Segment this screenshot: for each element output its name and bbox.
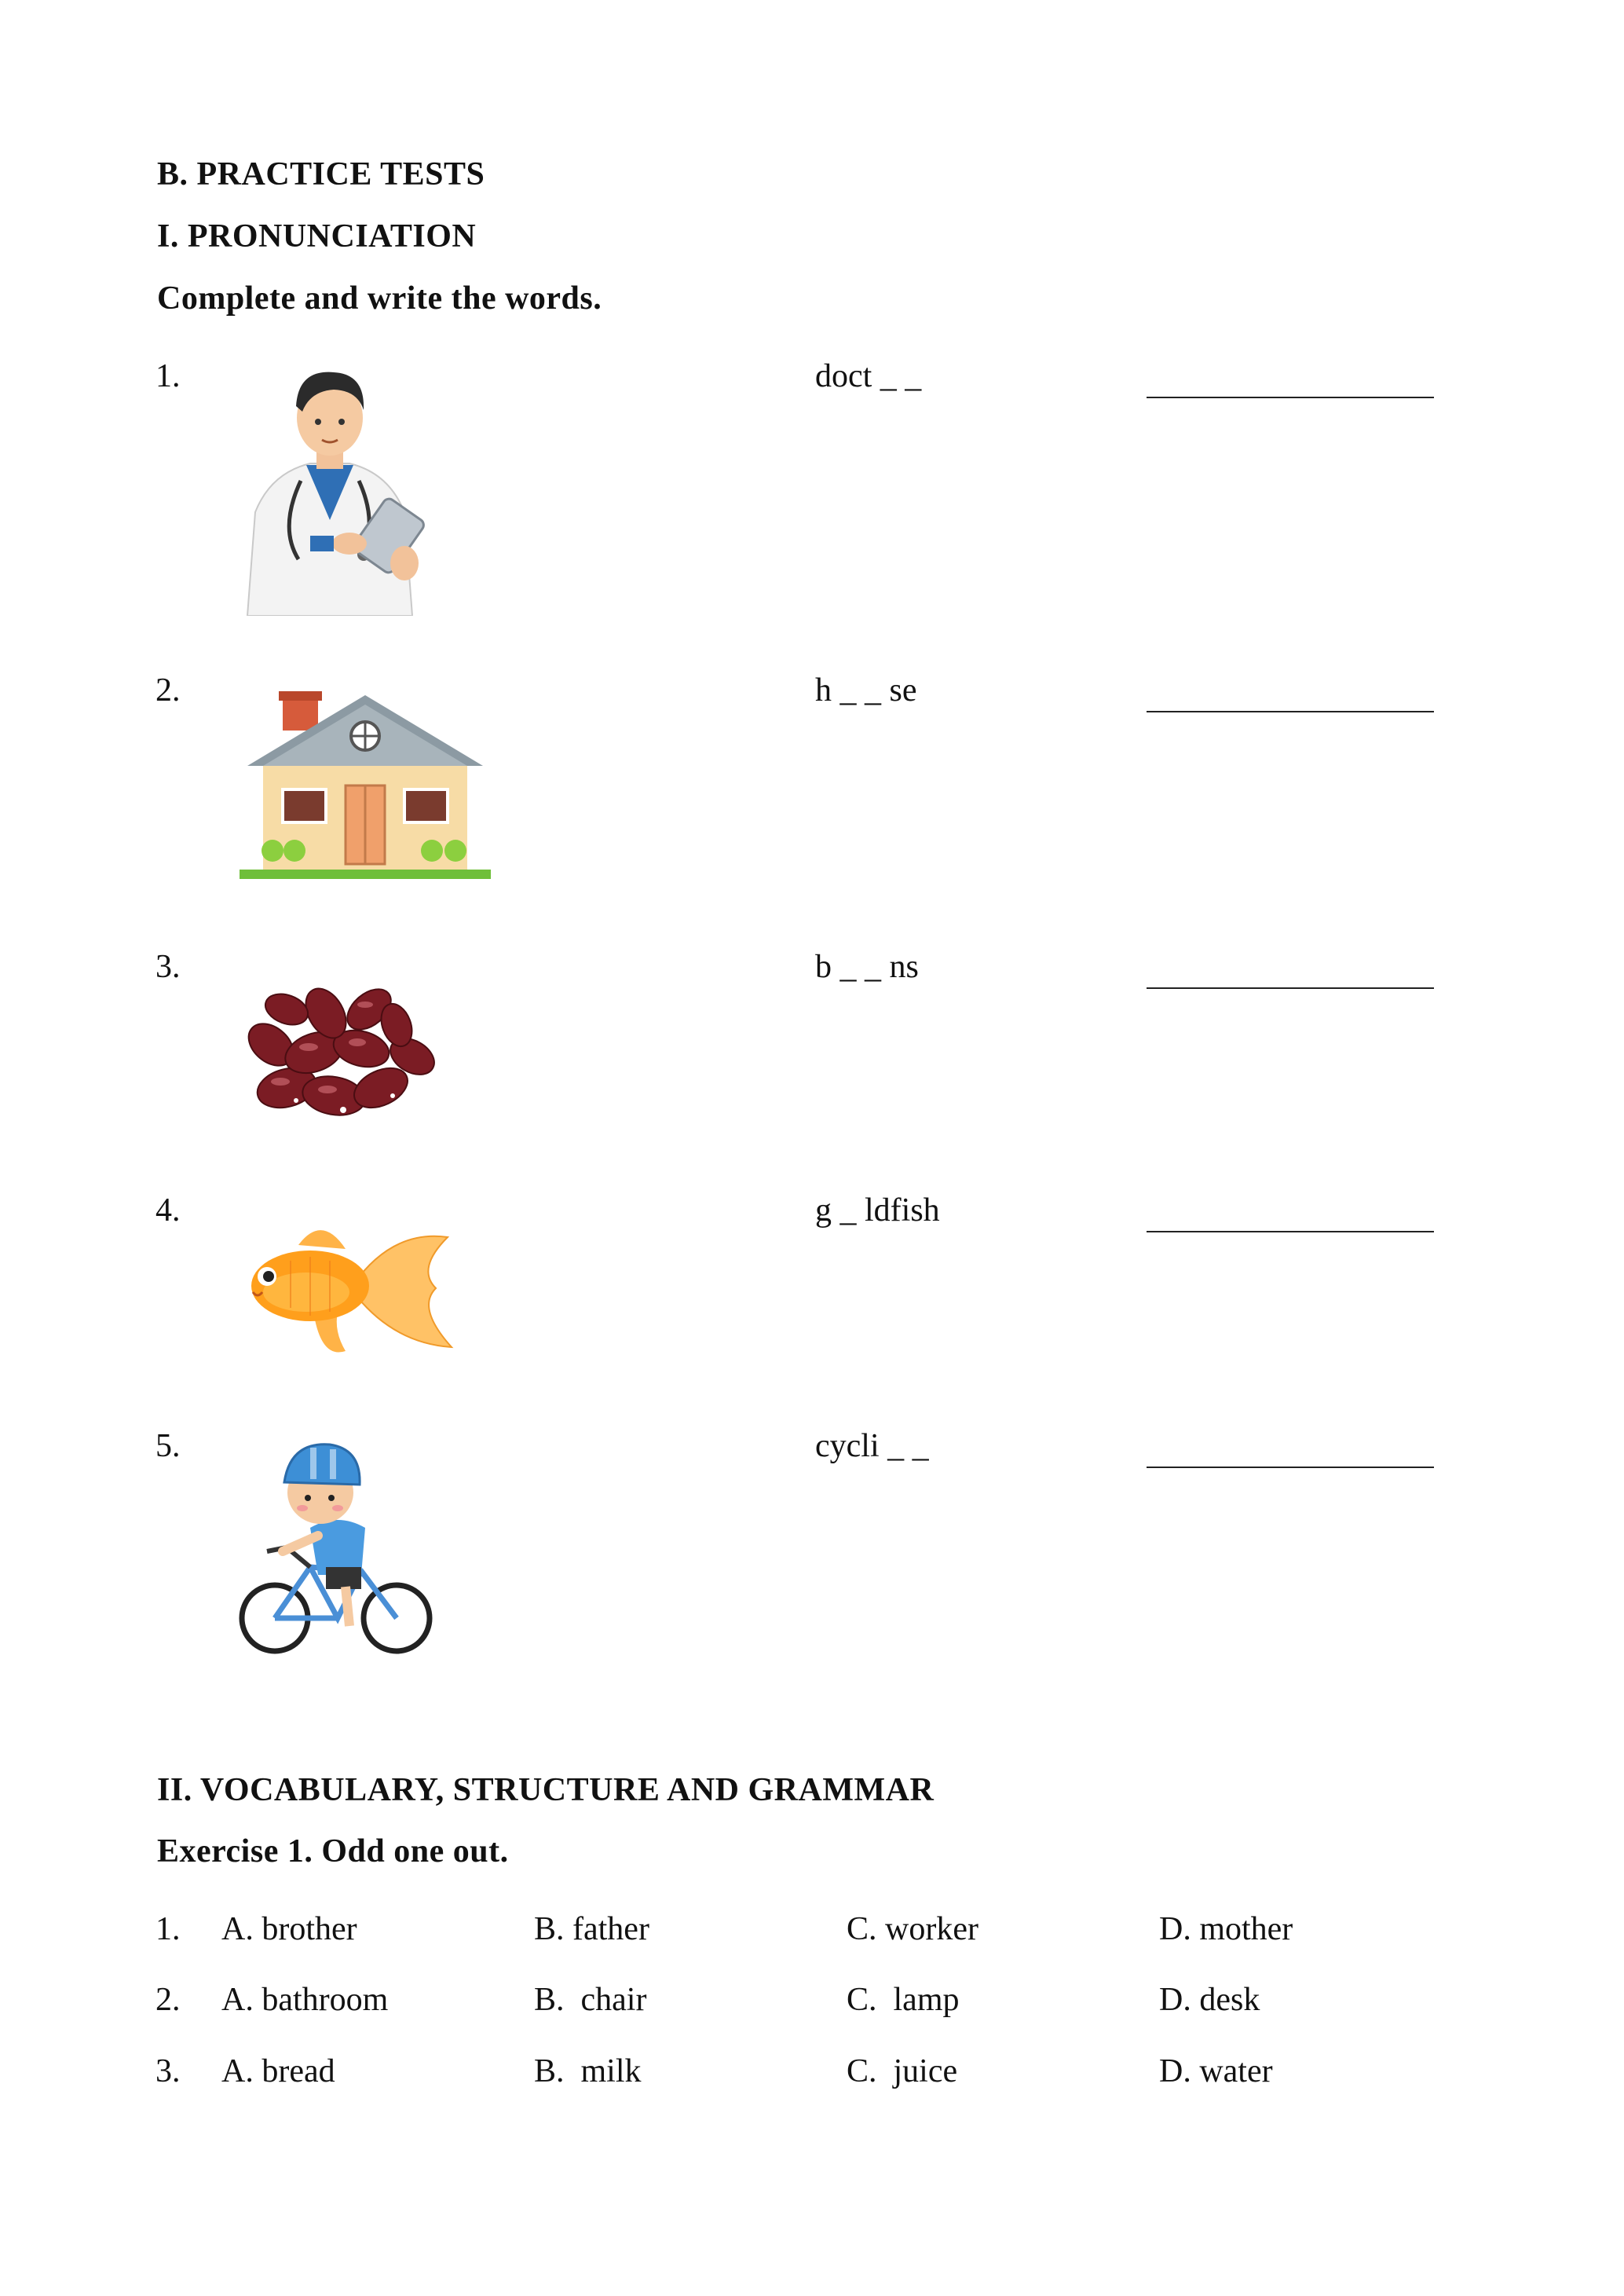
- instruction-text: Complete and write the words.: [157, 280, 602, 317]
- item-number: 1.: [155, 358, 181, 394]
- answer-line[interactable]: [1147, 397, 1434, 398]
- option-a[interactable]: A. bread: [221, 2053, 335, 2089]
- question-row: [155, 1981, 1451, 2028]
- option-b[interactable]: B. milk: [534, 2053, 642, 2089]
- word-prompt: g _ ldfish: [815, 1192, 940, 1229]
- item-number: 3.: [155, 949, 181, 985]
- question-number: 2.: [155, 1982, 181, 2018]
- question-number: 3.: [155, 2053, 181, 2089]
- option-c[interactable]: C. juice: [847, 2053, 958, 2089]
- item-number: 5.: [155, 1428, 181, 1464]
- goldfish-icon: [236, 1214, 455, 1363]
- word-prompt: cycli _ _: [815, 1428, 929, 1464]
- item-number: 2.: [155, 672, 181, 709]
- option-d[interactable]: D. desk: [1159, 1982, 1260, 2018]
- house-icon: [240, 687, 491, 884]
- question-number: 1.: [155, 1911, 181, 1947]
- answer-line[interactable]: [1147, 1467, 1434, 1468]
- word-prompt: doct _ _: [815, 358, 922, 394]
- word-prompt: h _ _ se: [815, 672, 917, 709]
- answer-line[interactable]: [1147, 1231, 1434, 1232]
- option-c[interactable]: C. lamp: [847, 1982, 960, 2018]
- word-prompt: b _ _ ns: [815, 949, 919, 985]
- beans-icon: [240, 970, 444, 1135]
- option-d[interactable]: D. water: [1159, 2053, 1273, 2089]
- option-a[interactable]: A. bathroom: [221, 1982, 389, 2018]
- part-1-title: I. PRONUNCIATION: [157, 218, 477, 255]
- question-row: [155, 1910, 1451, 1957]
- part-2-title: II. VOCABULARY, STRUCTURE AND GRAMMAR: [157, 1772, 935, 1808]
- section-title: B. PRACTICE TESTS: [157, 156, 485, 192]
- answer-line[interactable]: [1147, 987, 1434, 989]
- item-number: 4.: [155, 1192, 181, 1229]
- option-d[interactable]: D. mother: [1159, 1911, 1293, 1947]
- doctor-icon: [224, 363, 436, 616]
- option-c[interactable]: C. worker: [847, 1911, 978, 1947]
- option-b[interactable]: B. father: [534, 1911, 649, 1947]
- question-row: [155, 2052, 1451, 2100]
- cyclist-icon: [236, 1434, 440, 1661]
- answer-line[interactable]: [1147, 711, 1434, 712]
- option-b[interactable]: B. chair: [534, 1982, 647, 2018]
- option-a[interactable]: A. brother: [221, 1911, 357, 1947]
- exercise-1-title: Exercise 1. Odd one out.: [157, 1833, 509, 1869]
